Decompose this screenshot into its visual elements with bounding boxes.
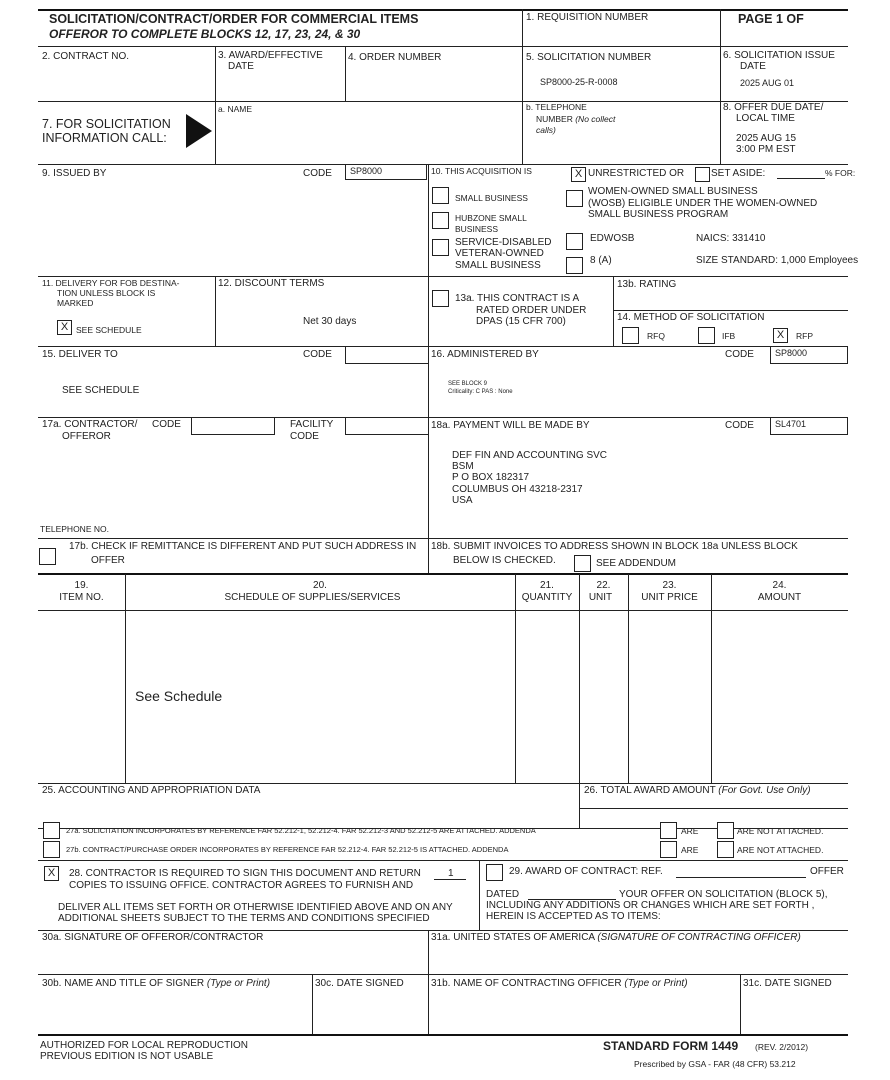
delivery-fob-label-3: MARKED <box>57 298 94 308</box>
payment-code-label: CODE <box>725 420 754 431</box>
col-header-amount: AMOUNT <box>757 592 802 603</box>
payment-code: SL4701 <box>775 419 807 429</box>
row-line <box>38 974 848 975</box>
eight-a-checkbox[interactable] <box>566 257 583 274</box>
col-divider <box>628 574 629 783</box>
row-line <box>38 276 848 277</box>
divider <box>312 974 313 1035</box>
page-label: PAGE 1 OF <box>738 12 804 26</box>
remittance-label: 17b. CHECK IF REMITTANCE IS DIFFERENT AND PUT SUCH ADDRESS IN <box>69 541 417 552</box>
offer-due-label-2: LOCAL TIME <box>736 113 795 124</box>
row-line <box>38 610 848 611</box>
issued-by-code-label: CODE <box>303 168 332 179</box>
28-label-2: COPIES TO ISSUING OFFICE. CONTRACTOR AGREES TO FURNISH AND <box>69 880 414 891</box>
dpas-checkbox[interactable] <box>432 290 449 307</box>
naics-code: NAICS: 331410 <box>696 233 766 244</box>
contractor-code-box <box>191 417 275 435</box>
28-checkbox[interactable]: X <box>44 866 59 881</box>
solicitation-number-label: 5. SOLICITATION NUMBER <box>526 52 652 63</box>
29-label-3: INCLUDING ANY ADDITIONS OR CHANGES WHICH ARE SET FORTH , <box>486 900 815 911</box>
27b-are-label: ARE <box>681 845 699 855</box>
delivery-fob-label: 11. DELIVERY FOR FOB DESTINA- <box>42 278 180 288</box>
top-border <box>38 9 848 11</box>
unrestricted-checkbox[interactable]: X <box>571 167 586 182</box>
col-header-unit-price: UNIT PRICE <box>641 592 698 603</box>
facility-code-label-2: CODE <box>290 431 319 442</box>
wosb-label-2: (WOSB) ELIGIBLE UNDER THE WOMEN-OWNED <box>588 198 818 209</box>
30a-label: 30a. SIGNATURE OF OFFEROR/CONTRACTOR <box>42 932 264 943</box>
wosb-label-3: SMALL BUSINESS PROGRAM <box>588 209 729 220</box>
row-line <box>38 860 848 861</box>
small-business-label: SMALL BUSINESS <box>455 193 528 203</box>
divider <box>720 9 721 46</box>
offer-due-time: 3:00 PM EST <box>736 144 796 155</box>
discount-terms-value: Net 30 days <box>303 316 357 327</box>
edwosb-checkbox[interactable] <box>566 233 583 250</box>
facility-code-label: FACILITY <box>290 419 334 430</box>
col-divider <box>125 574 126 783</box>
contact-name-label: a. NAME <box>218 104 253 114</box>
rfp-checkbox[interactable]: X <box>773 328 788 343</box>
administered-by-label: 16. ADMINISTERED BY <box>431 349 539 360</box>
28-label: 28. CONTRACTOR IS REQUIRED TO SIGN THIS DOCUMENT AND RETURN <box>69 868 421 879</box>
acquisition-label: 10. THIS ACQUISITION IS <box>431 166 532 176</box>
divider <box>215 276 216 346</box>
addendum-label: SEE ADDENDUM <box>596 558 677 569</box>
contractor-code-label: CODE <box>152 419 181 430</box>
row-line <box>38 538 848 539</box>
set-aside-label: SET ASIDE: <box>711 168 766 179</box>
accounting-label: 25. ACCOUNTING AND APPROPRIATION DATA <box>42 785 261 796</box>
col-num-amount: 24. <box>772 580 787 591</box>
contractor-label: 17a. CONTRACTOR/ <box>42 419 138 430</box>
sdvosb-label-2: VETERAN-OWNED <box>455 248 544 259</box>
wosb-checkbox[interactable] <box>566 190 583 207</box>
27b-are-checkbox[interactable] <box>660 841 677 858</box>
solicitation-number-value: SP8000-25-R-0008 <box>540 77 618 87</box>
solicitation-info-label: 7. FOR SOLICITATION <box>42 117 171 131</box>
row-line <box>38 164 848 165</box>
size-standard: SIZE STANDARD: 1,000 Employees <box>696 255 859 266</box>
set-aside-percent-line <box>777 178 825 179</box>
solicitation-info-label-2: INFORMATION CALL: <box>42 131 167 145</box>
telephone-no-label: TELEPHONE NO. <box>40 524 109 534</box>
sdvosb-label: SERVICE-DISABLED <box>455 237 552 248</box>
copies-line <box>434 879 466 880</box>
hubzone-checkbox[interactable] <box>432 212 449 229</box>
schedule-body: See Schedule <box>135 688 223 704</box>
order-number-label: 4. ORDER NUMBER <box>348 52 442 63</box>
divider <box>613 276 614 346</box>
footer-previous-edition: PREVIOUS EDITION IS NOT USABLE <box>40 1051 214 1062</box>
27a-are-label: ARE <box>681 826 699 836</box>
prescribed-by: Prescribed by GSA - FAR (48 CFR) 53.212 <box>634 1059 796 1069</box>
row-line <box>38 783 848 784</box>
administered-note-2: Criticality: C PAS : None <box>448 389 513 395</box>
telephone-label-3: calls) <box>536 125 556 135</box>
31a-label: 31a. UNITED STATES OF AMERICA (SIGNATURE OF CONTRACTING OFFICER) <box>431 932 801 943</box>
telephone-label: b. TELEPHONE <box>526 102 587 112</box>
invoice-label: 18b. SUBMIT INVOICES TO ADDRESS SHOWN IN BLOCK 18a UNLESS BLOCK <box>431 541 798 552</box>
28-copies: 1 <box>448 868 454 879</box>
delivery-fob-label-2: TION UNLESS BLOCK IS <box>57 288 156 298</box>
29-label-4: HEREIN IS ACCEPTED AS TO ITEMS: <box>486 911 661 922</box>
row-line <box>38 417 848 418</box>
col-num-unit: 22. <box>596 580 611 591</box>
divider <box>215 46 216 164</box>
dpas-label-2: RATED ORDER UNDER <box>476 305 587 316</box>
award-date-label: 3. AWARD/EFFECTIVE <box>218 50 323 61</box>
rfq-label: RFQ <box>647 331 665 341</box>
requisition-number-label: 1. REQUISITION NUMBER <box>526 12 649 23</box>
dpas-label: 13a. THIS CONTRACT IS A <box>455 293 580 304</box>
30c-label: 30c. DATE SIGNED <box>315 978 404 989</box>
telephone-label-2: NUMBER (No collect <box>536 114 616 124</box>
rfp-label: RFP <box>796 331 813 341</box>
row-line <box>38 930 848 931</box>
col-header-unit: UNIT <box>588 592 613 603</box>
27b-checkbox[interactable] <box>43 841 60 858</box>
27b-label: 27b. CONTRACT/PURCHASE ORDER INCORPORATES BY REFERENCE FAR 52.212-4. FAR 52.212-5 IS ATTACHED. ADDENDA <box>66 845 509 854</box>
27a-are-checkbox[interactable] <box>660 822 677 839</box>
divider <box>720 46 721 164</box>
deliver-to-code-label: CODE <box>303 349 332 360</box>
offer-due-label: 8. OFFER DUE DATE/ <box>723 102 824 113</box>
col-header-quantity: QUANTITY <box>521 592 573 603</box>
28-label-3: DELIVER ALL ITEMS SET FORTH OR OTHERWISE IDENTIFIED ABOVE AND ON ANY <box>58 902 453 913</box>
discount-terms-label: 12. DISCOUNT TERMS <box>218 278 325 289</box>
sdvosb-label-3: SMALL BUSINESS <box>455 260 541 271</box>
center-divider <box>428 164 429 574</box>
award-date-label-2: DATE <box>228 61 254 72</box>
arrow-right-icon <box>186 114 212 148</box>
addendum-checkbox[interactable] <box>574 555 591 572</box>
col-divider <box>579 574 580 828</box>
col-num-item: 19. <box>74 580 89 591</box>
issued-by-label: 9. ISSUED BY <box>42 168 107 179</box>
administered-by-code-label: CODE <box>725 349 754 360</box>
payment-address-line: BSM <box>452 461 474 472</box>
facility-code-box <box>345 417 429 435</box>
deliver-to-value: SEE SCHEDULE <box>62 385 140 396</box>
col-header-schedule: SCHEDULE OF SUPPLIES/SERVICES <box>224 592 401 603</box>
contract-no-label: 2. CONTRACT NO. <box>42 51 130 62</box>
issue-date-label-2: DATE <box>740 61 766 72</box>
unrestricted-label: UNRESTRICTED OR <box>588 168 685 179</box>
ifb-checkbox[interactable] <box>698 327 715 344</box>
payment-address-line: COLUMBUS OH 43218-2317 <box>452 484 583 495</box>
divider <box>522 9 523 101</box>
deliver-to-code-box <box>345 346 429 364</box>
31c-label: 31c. DATE SIGNED <box>743 978 832 989</box>
hubzone-label-2: BUSINESS <box>455 224 498 234</box>
27a-label: 27a. SOLICITATION INCORPORATES BY REFERENCE FAR 52.212-1, 52.212-4. FAR 52.212-3 AND 52.212-5 ARE ATTACHED. ADDENDA <box>66 826 536 835</box>
remittance-checkbox[interactable] <box>39 548 56 565</box>
wosb-label: WOMEN-OWNED SMALL BUSINESS <box>588 186 758 197</box>
row-line <box>38 573 848 575</box>
percent-for-label: % FOR: <box>825 168 856 178</box>
27a-are-not-label: ARE NOT ATTACHED. <box>737 826 824 836</box>
eight-a-label: 8 (A) <box>590 255 612 266</box>
30b-label: 30b. NAME AND TITLE OF SIGNER (Type or Print) <box>42 978 271 989</box>
form-title: SOLICITATION/CONTRACT/ORDER FOR COMMERCIAL ITEMS <box>49 12 419 26</box>
bottom-border <box>38 1034 848 1036</box>
issue-date-value: 2025 AUG 01 <box>740 78 795 88</box>
sdvosb-checkbox[interactable] <box>432 239 449 256</box>
form-subtitle: OFFEROR TO COMPLETE BLOCKS 12, 17, 23, 24, & 30 <box>49 27 361 41</box>
29-checkbox[interactable] <box>486 864 503 881</box>
offer-due-date: 2025 AUG 15 <box>736 133 797 144</box>
row-line <box>579 808 848 809</box>
col-num-unit-price: 23. <box>662 580 677 591</box>
payment-address-line: DEF FIN AND ACCOUNTING SVC <box>452 450 608 461</box>
row-line <box>38 46 848 47</box>
see-schedule-checkbox[interactable]: X <box>57 320 72 335</box>
29-dated-label: DATED <box>486 889 520 900</box>
remittance-label-2: OFFER <box>91 555 125 566</box>
administered-by-code: SP8000 <box>775 348 808 358</box>
col-num-schedule: 20. <box>313 580 327 591</box>
form-revision: (REV. 2/2012) <box>755 1042 809 1052</box>
divider <box>522 101 523 164</box>
administered-note: SEE BLOCK 9 <box>448 381 488 387</box>
27a-checkbox[interactable] <box>43 822 60 839</box>
payment-address-line: USA <box>452 495 473 506</box>
col-header-item: ITEM NO. <box>59 592 104 603</box>
divider <box>345 46 346 101</box>
29-label: 29. AWARD OF CONTRACT: REF. <box>509 866 663 877</box>
hubzone-label: HUBZONE SMALL <box>455 213 527 223</box>
29-label-2: YOUR OFFER ON SOLICITATION (BLOCK 5), <box>619 889 828 900</box>
form-number: STANDARD FORM 1449 <box>603 1039 739 1053</box>
col-num-quantity: 21. <box>540 580 554 591</box>
rating-label: 13b. RATING <box>617 279 677 290</box>
dpas-label-3: DPAS (15 CFR 700) <box>476 316 566 327</box>
col-divider <box>515 574 516 783</box>
invoice-label-2: BELOW IS CHECKED. <box>453 555 556 566</box>
row-line <box>613 310 848 311</box>
payment-address-line: P O BOX 182317 <box>452 472 530 483</box>
divider <box>428 930 429 1035</box>
col-divider <box>711 574 712 783</box>
small-business-checkbox[interactable] <box>432 187 449 204</box>
27b-are-not-checkbox[interactable] <box>717 841 734 858</box>
29-offer-label: OFFER <box>810 866 844 877</box>
row-line <box>38 346 848 347</box>
contractor-label-2: OFFEROR <box>62 431 111 442</box>
divider <box>740 974 741 1035</box>
footer-reproduction: AUTHORIZED FOR LOCAL REPRODUCTION <box>40 1040 248 1051</box>
edwosb-label: EDWOSB <box>590 233 635 244</box>
27a-are-not-checkbox[interactable] <box>717 822 734 839</box>
award-ref-line <box>676 877 806 878</box>
ifb-label: IFB <box>722 331 736 341</box>
divider <box>479 860 480 930</box>
rfq-checkbox[interactable] <box>622 327 639 344</box>
total-award-label: 26. TOTAL AWARD AMOUNT (For Govt. Use Only) <box>584 785 811 796</box>
27b-are-not-label: ARE NOT ATTACHED. <box>737 845 824 855</box>
deliver-to-label: 15. DELIVER TO <box>42 349 118 360</box>
set-aside-checkbox[interactable] <box>695 167 710 182</box>
payment-label: 18a. PAYMENT WILL BE MADE BY <box>431 420 590 431</box>
issue-date-label: 6. SOLICITATION ISSUE <box>723 50 835 61</box>
see-schedule-label: SEE SCHEDULE <box>76 325 142 335</box>
28-label-4: ADDITIONAL SHEETS SUBJECT TO THE TERMS AND CONDITIONS SPECIFIED <box>58 913 430 924</box>
31b-label: 31b. NAME OF CONTRACTING OFFICER (Type or Print) <box>431 978 688 989</box>
issued-by-code: SP8000 <box>350 166 383 176</box>
method-label: 14. METHOD OF SOLICITATION <box>617 312 765 323</box>
